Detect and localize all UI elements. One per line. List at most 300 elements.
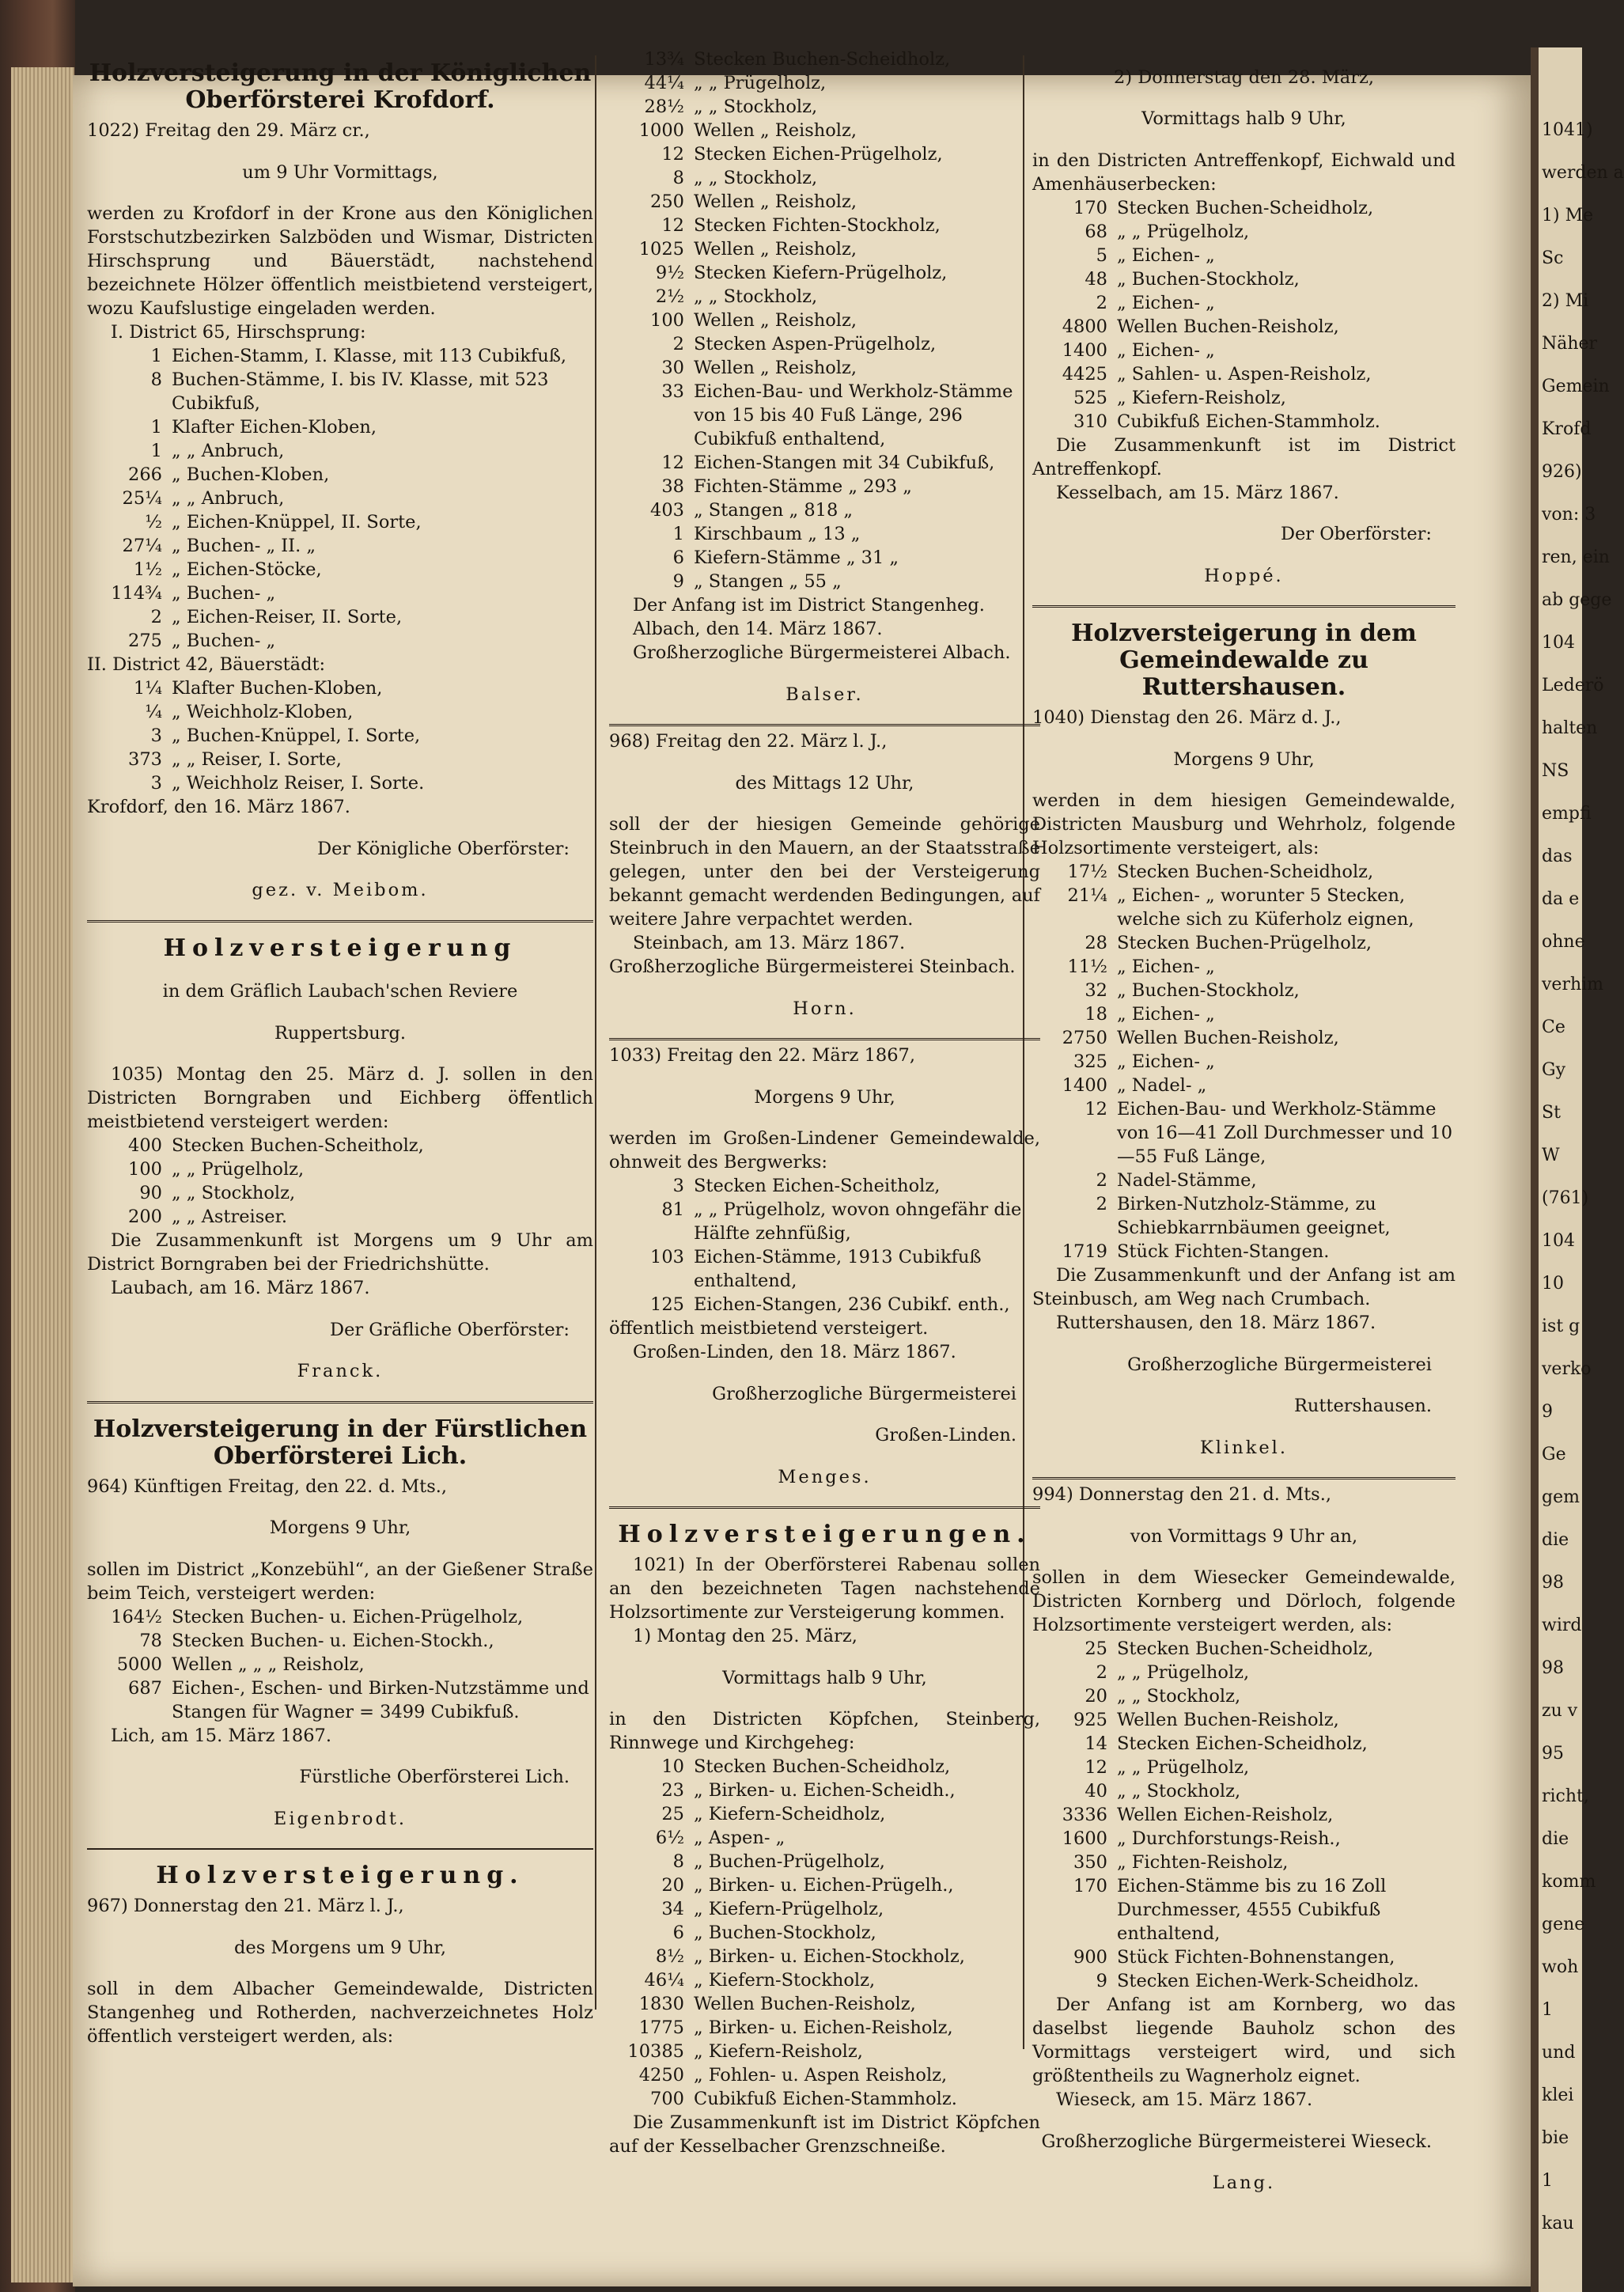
list-item (609, 1174, 1040, 1198)
item-description: Wellen Buchen-Reisholz, (1117, 1028, 1339, 1048)
item-description: „ Birken- u. Eichen-Scheidh., (694, 1780, 956, 1801)
notice-1022 (87, 60, 593, 902)
item-description: „ Buchen-Stockholz, (1117, 980, 1300, 1001)
item-description: „ Eichen-Knüppel, II. Sorte, (172, 512, 422, 532)
list-item (1032, 410, 1456, 434)
list-item (1032, 1074, 1456, 1097)
item-description: „ Buchen-Kloben, (172, 464, 330, 485)
subheading: in dem Gräflich Laubach'schen Reviere (162, 981, 518, 1002)
list-item (1032, 1874, 1456, 1945)
right-page-fragment: Sc (1542, 248, 1564, 268)
item-description: „ „ Prügelholz, (694, 73, 827, 93)
list-item (1032, 1851, 1456, 1874)
right-page-fragment: W (1542, 1146, 1560, 1165)
right-page-fragment: kau (1542, 2214, 1574, 2233)
right-page-fragment: gem (1542, 1487, 1580, 1507)
item-description: Stecken Eichen-Werk-Scheidholz. (1117, 1971, 1419, 1991)
place-date: Krofdorf, den 16. März 1867. (87, 797, 350, 817)
list-item (1032, 1169, 1456, 1192)
list-item (87, 1134, 593, 1157)
right-page-fragment: komm (1542, 1872, 1596, 1892)
authority: Großherzogliche Bürgermeisterei Albach. (633, 642, 1011, 663)
item-quantity: 12 (1085, 1757, 1107, 1778)
right-page-fragment: bie (1542, 2128, 1569, 2148)
list-item (87, 1157, 593, 1181)
item-description: „ Stangen „ 818 „ (694, 500, 854, 521)
list-item (87, 1653, 593, 1676)
authority: Fürstliche Oberförsterei Lich. (299, 1767, 570, 1787)
item-description: „ Buchen- „ (172, 583, 276, 604)
item-quantity: ¼ (145, 702, 162, 722)
item-quantity: 400 (128, 1135, 162, 1156)
item-quantity: 8 (150, 369, 162, 390)
item-description: Eichen-, Eschen- und Birken-Nutzstämme und Stangen für Wagner = 3499 Cubikfuß. (172, 1677, 589, 1722)
item-quantity: 1½ (133, 559, 162, 580)
item-description: Stecken Buchen-Scheidholz, (1117, 197, 1374, 218)
item-description: „ Eichen- „ (1117, 957, 1215, 977)
item-description: „ Eichen- „ (1117, 244, 1215, 266)
list-item (609, 380, 1040, 451)
item-list (609, 1174, 1040, 1316)
notice-1033 (609, 1044, 1040, 1489)
subheading: Ruppertsburg. (274, 1022, 407, 1044)
time-line: Morgens 9 Uhr, (754, 1086, 895, 1108)
item-description: „ „ Stockholz, (694, 97, 818, 117)
notice-body: sollen im District „Konzebühl“, an der Gießener Straße beim Teich, versteigert werden: (87, 1559, 593, 1604)
item-description: „ Buchen- „ II. „ (172, 536, 316, 556)
notice-967-continued (609, 47, 1040, 707)
item-quantity: 687 (128, 1677, 162, 1699)
item-description: Cubikfuß Eichen-Stammholz. (1117, 411, 1380, 432)
item-description: Stecken Aspen-Prügelholz, (694, 334, 937, 354)
list-item (609, 1755, 1040, 1779)
item-description: Wellen Eichen-Reisholz, (1117, 1805, 1334, 1825)
item-quantity: 25¼ (122, 488, 162, 509)
list-item (609, 142, 1040, 166)
right-page-fragment: woh (1542, 1957, 1579, 1977)
notice-1021-part-2 (1032, 66, 1456, 588)
item-description: Wellen „ Reisholz, (694, 310, 857, 331)
item-quantity: 10385 (627, 2041, 684, 2062)
right-page-fragment: 98 (1542, 1658, 1564, 1678)
item-quantity: 103 (650, 1247, 684, 1267)
item-quantity: 125 (650, 1294, 684, 1315)
list-item (609, 2063, 1040, 2087)
list-item (1032, 220, 1456, 244)
item-quantity: 1400 (1062, 1075, 1107, 1096)
item-list (609, 1755, 1040, 2111)
item-description: Stecken Kiefern-Prügelholz, (694, 263, 948, 283)
item-quantity: 2750 (1062, 1028, 1107, 1048)
item-quantity: 32 (1085, 980, 1107, 1001)
item-description: „ Aspen- „ (694, 1828, 786, 1848)
note: Der Anfang ist am Kornberg, wo das daselbst liegende Bauholz schon des Vormittags versteigert wird, und sich größtentheils zu Wagnerholz eignet. (1032, 1995, 1456, 2086)
item-quantity: 3 (150, 773, 162, 794)
signature: Lang. (1212, 2173, 1276, 2193)
right-page-fragment: halten (1542, 718, 1598, 738)
item-quantity: 38 (661, 476, 684, 497)
item-quantity: 1775 (638, 2017, 684, 2038)
list-item (87, 510, 593, 534)
list-item (87, 629, 593, 653)
list-item (87, 700, 593, 724)
item-quantity: 170 (1073, 197, 1107, 218)
place-date: Wieseck, am 15. März 1867. (1056, 2089, 1313, 2110)
list-item (609, 498, 1040, 522)
item-list (87, 1134, 593, 1229)
item-description: „ Durchforstungs-Reish., (1117, 1828, 1341, 1849)
item-description: „ „ Stockholz, (1117, 1781, 1241, 1801)
item-quantity: 250 (650, 191, 684, 212)
notice-994 (1032, 1483, 1456, 2195)
list-item (609, 1198, 1040, 1245)
list-item (609, 71, 1040, 95)
date-line: 967) Donnerstag den 21. März l. J., (87, 1896, 404, 1916)
list-item (87, 748, 593, 771)
list-item (1032, 955, 1456, 979)
item-description: „ Kiefern-Reisholz, (1117, 387, 1286, 408)
item-quantity: 78 (139, 1630, 162, 1651)
item-description: Stecken Buchen-Scheidholz, (694, 1756, 951, 1777)
item-description: Kiefern-Stämme „ 31 „ (694, 547, 899, 568)
time-line: Vormittags halb 9 Uhr, (722, 1667, 927, 1688)
item-description: „ Birken- u. Eichen-Prügelh., (694, 1875, 954, 1896)
list-item (1032, 1637, 1456, 1661)
signature: Menges. (778, 1466, 872, 1487)
list-item (609, 546, 1040, 570)
item-quantity: 9½ (655, 263, 684, 283)
item-quantity: 5 (1096, 244, 1107, 266)
item-description: „ Eichen- „ (1117, 292, 1215, 313)
item-list (1032, 860, 1456, 1263)
list-item (1032, 1827, 1456, 1851)
list-item (609, 2016, 1040, 2040)
right-page-fragment: wird (1542, 1616, 1582, 1635)
list-item (1032, 339, 1456, 362)
section-divider (1032, 605, 1456, 608)
list-item (1032, 1192, 1456, 1240)
right-page-fragment: zu v (1542, 1701, 1578, 1721)
item-quantity: 4425 (1062, 363, 1107, 385)
item-quantity: 350 (1073, 1852, 1107, 1873)
item-quantity: 2 (672, 334, 684, 354)
item-quantity: 310 (1073, 411, 1107, 432)
location: in den Districten Antreffenkopf, Eichwald und Amenhäuserbecken: (1032, 150, 1456, 195)
column-rule-1 (595, 55, 596, 2010)
list-item (1032, 979, 1456, 1002)
list-item (1032, 1026, 1456, 1050)
right-page-fragment: die (1542, 1829, 1569, 1849)
list-item (1032, 1732, 1456, 1756)
list-item (609, 1921, 1040, 1945)
time-line: um 9 Uhr Vormittags, (242, 161, 438, 183)
right-page-fragment: (761) (1542, 1188, 1589, 1208)
item-quantity: 13¾ (644, 49, 684, 70)
list-item (609, 285, 1040, 309)
item-quantity: 25 (661, 1804, 684, 1824)
list-item (609, 119, 1040, 142)
item-description: „ „ Anbruch, (172, 488, 285, 509)
notice-body: werden in dem hiesigen Gemeindewalde, Districten Mausburg und Wehrholz, folgende Holzsortimente versteigert, als: (1032, 790, 1456, 858)
right-page-fragment: Lederö (1542, 676, 1604, 695)
item-description: Wellen Buchen-Reisholz, (1117, 1710, 1339, 1730)
right-page-fragment: Gemein (1542, 377, 1610, 396)
notice-heading: Holzversteigerung. (156, 1862, 524, 1889)
item-description: „ Eichen- „ (1117, 339, 1215, 361)
right-page-fragment: verhim (1542, 975, 1604, 994)
list-item (1032, 267, 1456, 291)
item-description: „ Sahlen- u. Aspen-Reisholz, (1117, 363, 1372, 385)
list-item (1032, 386, 1456, 410)
list-item (609, 475, 1040, 498)
item-quantity: 27¼ (122, 536, 162, 556)
item-description: „ Buchen-Prügelholz, (694, 1851, 885, 1872)
item-quantity: 200 (128, 1207, 162, 1227)
list-item (1032, 196, 1456, 220)
right-page-fragment: 95 (1542, 1744, 1564, 1764)
notice-1035 (87, 935, 593, 1384)
list-item (1032, 1002, 1456, 1026)
item-quantity: 21¼ (1067, 885, 1107, 906)
authority: Großherzogliche Bürgermeisterei (1127, 1354, 1432, 1375)
item-description: Stecken Buchen- u. Eichen-Prügelholz, (172, 1606, 524, 1627)
item-description: „ Buchen-Stockholz, (1117, 268, 1300, 290)
right-page-fragment: 10 (1542, 1274, 1564, 1294)
right-page-fragment: 1 (1542, 2171, 1553, 2191)
list-item (87, 439, 593, 463)
note: Die Zusammenkunft ist Morgens um 9 Uhr am District Borngraben bei der Friedrichshütte. (87, 1230, 593, 1275)
list-item (609, 309, 1040, 332)
note: Die Zusammenkunft ist im District Köpfchen auf der Kesselbacher Grenzschneiße. (609, 2112, 1040, 2157)
item-quantity: 3 (150, 725, 162, 746)
item-quantity: 900 (1073, 1947, 1107, 1968)
item-quantity: 266 (128, 464, 162, 485)
date-line: 1) Montag den 25. März, (633, 1626, 857, 1646)
column-3 (1032, 47, 1456, 2213)
time-line: Morgens 9 Uhr, (1173, 748, 1315, 770)
item-quantity: 40 (1085, 1781, 1107, 1801)
item-description: Wellen „ Reisholz, (694, 191, 857, 212)
right-page-fragment: das (1542, 847, 1573, 866)
item-description: Klafter Buchen-Kloben, (172, 678, 383, 699)
list-item (87, 1676, 593, 1724)
signature: gez. v. Meibom. (252, 880, 429, 900)
right-page-fragment: da e (1542, 889, 1580, 909)
section-divider (609, 1506, 1040, 1509)
list-item (1032, 315, 1456, 339)
item-quantity: 1 (672, 524, 684, 544)
list-item (609, 1968, 1040, 1992)
item-quantity: 33 (661, 381, 684, 402)
right-page-fragment: 2) Mi (1542, 291, 1589, 311)
section-divider (609, 724, 1040, 726)
item-description: „ Eichen- „ (1117, 1051, 1215, 1072)
item-quantity: 48 (1085, 268, 1107, 290)
item-quantity: 9 (1096, 1971, 1107, 1991)
item-description: Eichen-Stämme bis zu 16 Zoll Durchmesser, 4555 Cubikfuß enthaltend, (1117, 1876, 1387, 1944)
right-page-fragment: verko (1542, 1359, 1592, 1379)
district-heading: I. District 65, Hirschsprung: (111, 322, 366, 343)
item-quantity: 1 (150, 417, 162, 438)
item-description: Stecken Buchen-Scheitholz, (172, 1135, 424, 1156)
item-quantity: 1000 (638, 120, 684, 141)
item-quantity: 2 (1096, 292, 1107, 313)
list-item (1032, 1779, 1456, 1803)
notice-heading: Holzversteigerung in dem Gemeindewalde zu Ruttershausen. (1071, 619, 1417, 701)
notice-body: werden im Großen-Lindener Gemeindewalde, ohnweit des Bergwerks: (609, 1128, 1040, 1173)
item-description: Eichen-Stangen mit 34 Cubikfuß, (694, 453, 995, 473)
right-page-fragment: 1 (1542, 2000, 1553, 2020)
list-item (1032, 884, 1456, 931)
list-item (1032, 1684, 1456, 1708)
place-date: Großen-Linden, den 18. März 1867. (633, 1342, 956, 1362)
item-quantity: 925 (1073, 1710, 1107, 1730)
item-description: „ Weichholz-Kloben, (172, 702, 354, 722)
item-description: „ Birken- u. Eichen-Reisholz, (694, 2017, 953, 2038)
right-page-fragment: 104 (1542, 633, 1575, 653)
signature: Hoppé. (1204, 565, 1284, 586)
list-item (609, 1945, 1040, 1968)
item-description: Wellen „ „ „ Reisholz, (172, 1654, 365, 1675)
item-description: Wellen „ Reisholz, (694, 358, 857, 378)
item-description: „ „ Prügelholz, (1117, 221, 1250, 242)
item-description: Eichen-Stamm, I. Klasse, mit 113 Cubikfuß, (172, 346, 567, 366)
date-line: 2) Donnerstag den 28. März, (1114, 66, 1374, 88)
item-quantity: 14 (1085, 1733, 1107, 1754)
item-quantity: 1¼ (133, 678, 162, 699)
item-quantity: 23 (661, 1780, 684, 1801)
item-description: „ „ Stockholz, (172, 1183, 296, 1203)
right-page-fragment: 9 (1542, 1402, 1553, 1422)
item-quantity: 34 (661, 1899, 684, 1919)
item-quantity: 164½ (111, 1606, 162, 1627)
item-description: Eichen-Bau- und Werkholz-Stämme von 15 bis 40 Fuß Länge, 296 Cubikfuß enthaltend, (694, 381, 1013, 449)
item-description: Stecken Buchen- u. Eichen-Stockh., (172, 1630, 494, 1651)
item-description: „ Eichen- „ (1117, 1004, 1215, 1025)
signature: Klinkel. (1200, 1437, 1288, 1458)
place-date: Kesselbach, am 15. März 1867. (1056, 482, 1339, 503)
section-divider (87, 1848, 593, 1850)
item-description: Stecken Buchen-Prügelholz, (1117, 933, 1372, 953)
list-item (87, 582, 593, 605)
list-item (87, 605, 593, 629)
item-quantity: 525 (1073, 387, 1107, 408)
item-description: Birken-Nutzholz-Stämme, zu Schiebkarrnbäumen geeignet, (1117, 1194, 1391, 1238)
item-quantity: 2 (1096, 1662, 1107, 1683)
list-item (609, 1293, 1040, 1316)
notice-body: sollen in dem Wiesecker Gemeindewalde, Districten Kornberg und Dörloch, folgende Holzsortimente versteigert werden, als: (1032, 1567, 1456, 1635)
item-description: „ „ Stockholz, (1117, 1686, 1241, 1707)
item-quantity: 2½ (655, 286, 684, 307)
item-quantity: 6 (672, 1923, 684, 1943)
place-date: Lich, am 15. März 1867. (111, 1725, 331, 1746)
item-description: Nadel-Stämme, (1117, 1170, 1257, 1191)
note: Die Zusammenkunft und der Anfang ist am Steinbusch, am Weg nach Crumbach. (1032, 1265, 1456, 1309)
list-item (87, 676, 593, 700)
item-description: Stecken Buchen-Scheidholz, (694, 49, 951, 70)
item-quantity: 25 (1085, 1638, 1107, 1659)
time-line: Vormittags halb 9 Uhr, (1141, 108, 1346, 129)
item-quantity: 11½ (1067, 957, 1107, 977)
item-description: „ Kiefern-Stockholz, (694, 1970, 876, 1991)
item-list (1032, 196, 1456, 434)
list-item (1032, 860, 1456, 884)
item-quantity: 373 (128, 749, 162, 770)
list-item (1032, 362, 1456, 386)
list-item (1032, 1945, 1456, 1969)
item-description: Buchen-Stämme, I. bis IV. Klasse, mit 523 Cubikfuß, (172, 369, 549, 414)
list-item (609, 47, 1040, 71)
item-quantity: 100 (128, 1159, 162, 1180)
right-page-fragment: Ge (1542, 1445, 1566, 1464)
list-item (1032, 1050, 1456, 1074)
item-quantity: 81 (661, 1199, 684, 1220)
right-page-fragment: 98 (1542, 1573, 1564, 1593)
right-page-fragment: Krofd (1542, 419, 1592, 439)
item-description: Wellen Buchen-Reisholz, (694, 1994, 916, 2014)
notice-heading: Holzversteigerung in der Fürstlichen Oberförsterei Lich. (93, 1415, 588, 1470)
time-line: des Morgens um 9 Uhr, (233, 1937, 446, 1958)
right-page-edge (1539, 47, 1624, 2292)
date-line: 994) Donnerstag den 21. d. Mts., (1032, 1484, 1332, 1505)
list-item (609, 1992, 1040, 2016)
section-divider (87, 1401, 593, 1404)
right-page-fragment: ist g (1542, 1316, 1580, 1336)
item-quantity: 1 (150, 441, 162, 461)
item-description: „ Fichten-Reisholz, (1117, 1852, 1289, 1873)
item-quantity: ½ (145, 512, 162, 532)
time-line: des Mittags 12 Uhr, (735, 772, 914, 794)
right-page-fragment: 1) Me (1542, 206, 1594, 225)
right-page-fragment: 1041) (1542, 120, 1593, 140)
date-line: 1040) Dienstag den 26. März d. J., (1032, 707, 1342, 728)
notice-heading: Holzversteigerung in der Königlichen Oberförsterei Krofdorf. (89, 59, 592, 114)
list-item (1032, 1097, 1456, 1169)
item-description: „ Eichen-Stöcke, (172, 559, 322, 580)
item-quantity: 46¼ (644, 1970, 684, 1991)
list-item (609, 356, 1040, 380)
list-item (609, 1802, 1040, 1826)
item-list (87, 1605, 593, 1724)
item-quantity: 20 (1085, 1686, 1107, 1707)
item-description: Eichen-Stämme, 1913 Cubikfuß enthaltend, (694, 1247, 982, 1291)
time-line: von Vormittags 9 Uhr an, (1130, 1525, 1358, 1547)
list-item (87, 1629, 593, 1653)
item-description: Stecken Buchen-Scheidholz, (1117, 1638, 1374, 1659)
note: Die Zusammenkunft ist im District Antreffenkopf. (1032, 434, 1456, 479)
item-description: Stecken Eichen-Scheidholz, (1117, 1733, 1368, 1754)
item-quantity: 1025 (638, 239, 684, 260)
item-quantity: 2 (150, 607, 162, 627)
list-item (1032, 244, 1456, 267)
item-quantity: 28½ (644, 97, 684, 117)
item-description: „ Kiefern-Scheidholz, (694, 1804, 886, 1824)
item-description: „ Fohlen- u. Aspen Reisholz, (694, 2065, 948, 2086)
item-list (87, 344, 593, 653)
item-description: „ Buchen- „ (172, 631, 276, 651)
item-quantity: 30 (661, 358, 684, 378)
right-page-fragment: werden a (1542, 163, 1624, 183)
item-quantity: 4250 (638, 2065, 684, 2086)
item-description: Fichten-Stämme „ 293 „ (694, 476, 912, 497)
item-description: „ Birken- u. Eichen-Stockholz, (694, 1946, 965, 1967)
list-item (87, 558, 593, 582)
item-description: „ Buchen-Knüppel, I. Sorte, (172, 725, 421, 746)
item-quantity: 114¾ (111, 583, 162, 604)
list-item (609, 95, 1040, 119)
right-page-fragment: ab gege (1542, 590, 1612, 610)
item-description: „ „ Prügelholz, (1117, 1757, 1250, 1778)
